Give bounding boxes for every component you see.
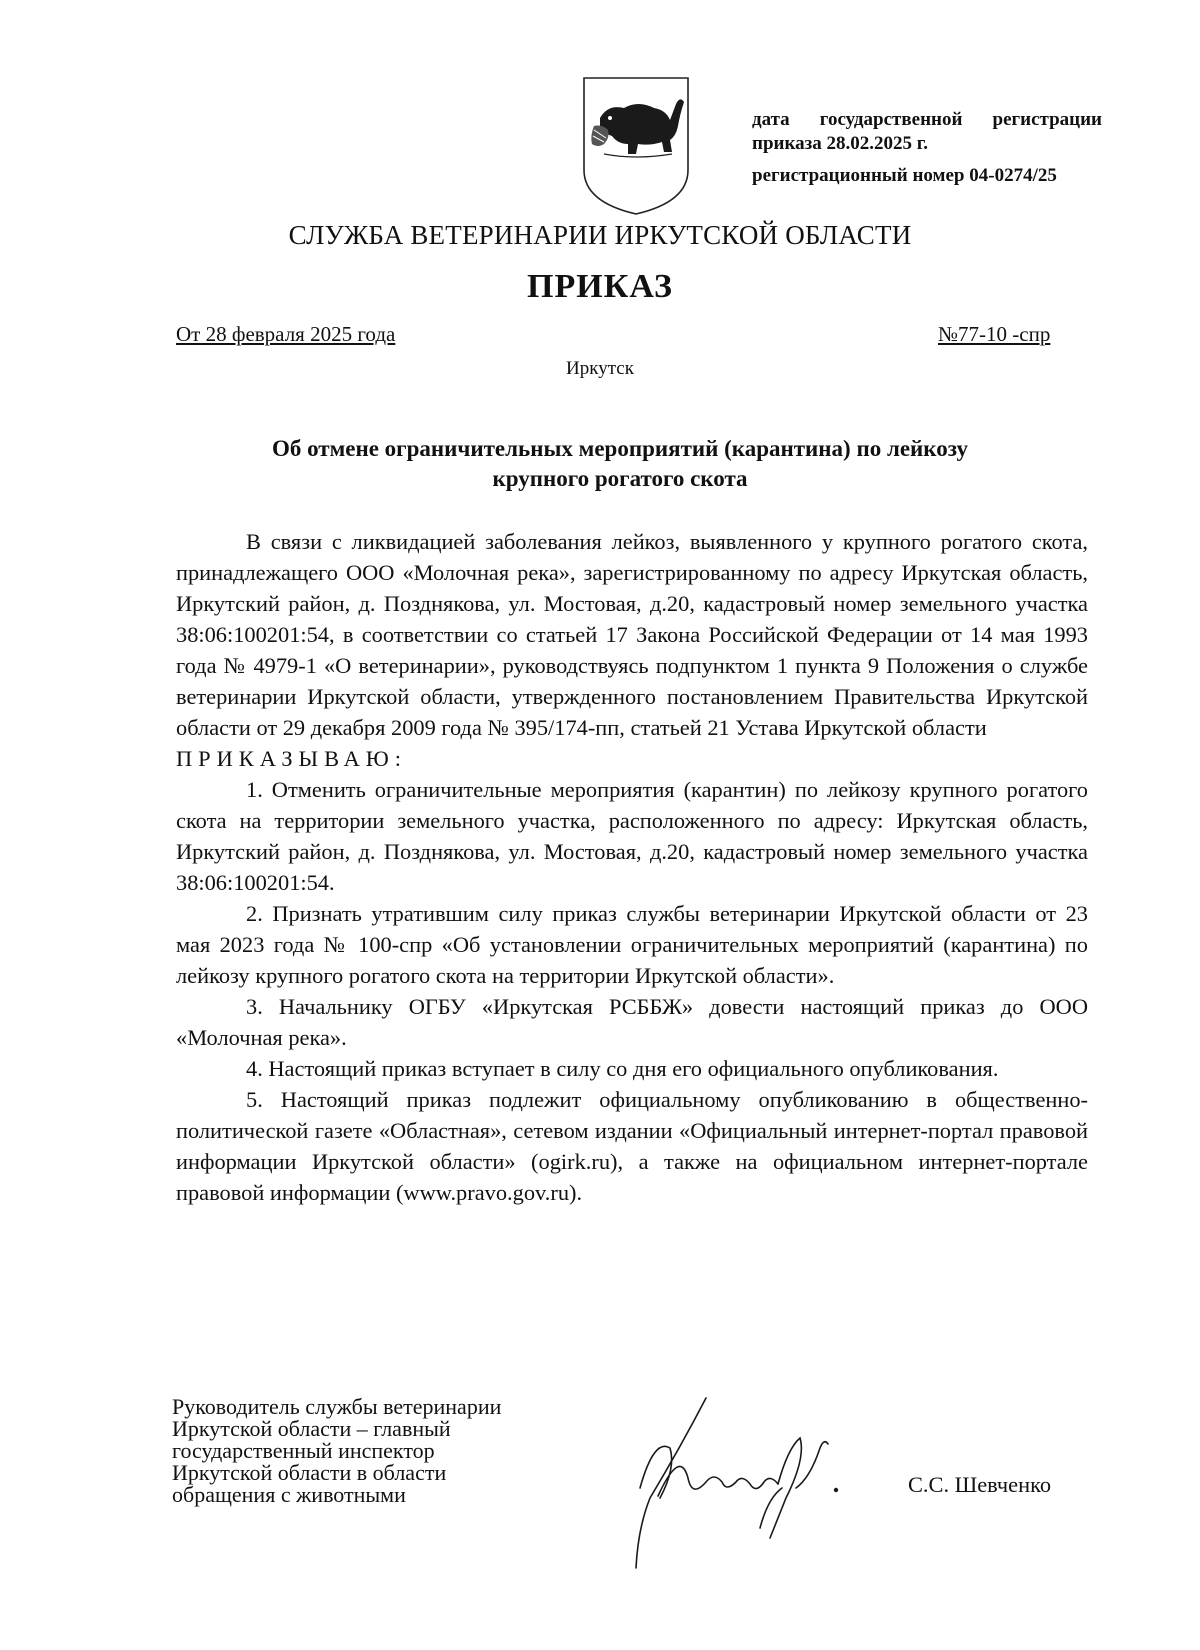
registration-number: регистрационный номер 04-0274/25 — [752, 165, 1057, 186]
signatory-title-line: Руководитель службы ветеринарии — [172, 1394, 502, 1419]
agency-name: СЛУЖБА ВЕТЕРИНАРИИ ИРКУТСКОЙ ОБЛАСТИ — [288, 220, 912, 250]
signatory-title-line: Иркутской области в области — [172, 1460, 447, 1485]
order-title-line: Об отмене ограничительных мероприятий (карантина) по лейкозу — [271, 436, 969, 461]
order-item: 1. Отменить ограничительные мероприятия (карантин) по лейкозу крупного рогатого скота на территории земельного участка, расположенного по адресу: Иркутская область, Иркутский район, д. Позднякова, ул. Мостовая, д.20, кадастровый номер земельного участка 38:06:100201:54. — [176, 777, 1088, 895]
order-city: Иркутск — [566, 358, 634, 379]
signatory-title-line: государственный инспектор — [172, 1438, 435, 1463]
coat-of-arms-icon — [580, 74, 692, 216]
signatory-title-line: Иркутской области – главный — [172, 1416, 451, 1441]
order-body — [176, 526, 1088, 1208]
handwritten-signature — [610, 1378, 870, 1578]
signatory-title — [172, 1396, 612, 1506]
order-word: ПРИКАЗЫВАЮ: — [176, 746, 408, 771]
registration-date-label: дата государственной регистрации — [752, 109, 1102, 130]
registration-date-value: приказа 28.02.2025 г. — [752, 133, 928, 154]
signer-name: С.С. Шевченко — [908, 1472, 1052, 1497]
signatory-title-line: обращения с животными — [172, 1482, 406, 1507]
order-item: 5. Настоящий приказ подлежит официальному опубликованию в общественно-политической газете «Областная», сетевом издании «Официальный интернет-портал правовой информации Иркутской области» (ogirk.ru), а также на официальном интернет-портале правовой информации (www.pravo.gov.ru). — [176, 1087, 1088, 1205]
order-date: От 28 февраля 2025 года — [176, 322, 396, 346]
order-title-line: крупного рогатого скота — [492, 466, 748, 491]
preamble-paragraph: В связи с ликвидацией заболевания лейкоз, выявленного у крупного рогатого скота, принадлежащего ООО «Молочная река», зарегистрированному по адресу Иркутская область, Иркутский район, д. Позднякова, ул. Мостовая, д.20, кадастровый номер земельного участка 38:06:100201:54, в соответствии со статьей 17 Закона Российской Федерации от 14 мая 1993 года № 4979-1 «О ветеринарии», руководствуясь подпунктом 1 пункта 9 Положения о службе ветеринарии Иркутской области, утвержденного постановлением Правительства Иркутской области от 29 декабря 2009 года № 395/174-пп, статьей 21 Устава Иркутской области — [176, 529, 1088, 740]
order-item: 3. Начальнику ОГБУ «Иркутская РСББЖ» довести настоящий приказ до ООО «Молочная река». — [176, 994, 1088, 1050]
document-type: ПРИКАЗ — [527, 268, 673, 305]
order-item: 4. Настоящий приказ вступает в силу со дня его официального опубликования. — [246, 1056, 999, 1081]
order-item: 2. Признать утратившим силу приказ службы ветеринарии Иркутской области от 23 мая 2023 года № 100-спр «Об установлении ограничительных мероприятий (карантина) по лейкозу крупного рогатого скота на территории Иркутской области». — [176, 901, 1088, 988]
order-title — [176, 434, 1064, 494]
order-number: №77-10 -спр — [938, 322, 1051, 346]
